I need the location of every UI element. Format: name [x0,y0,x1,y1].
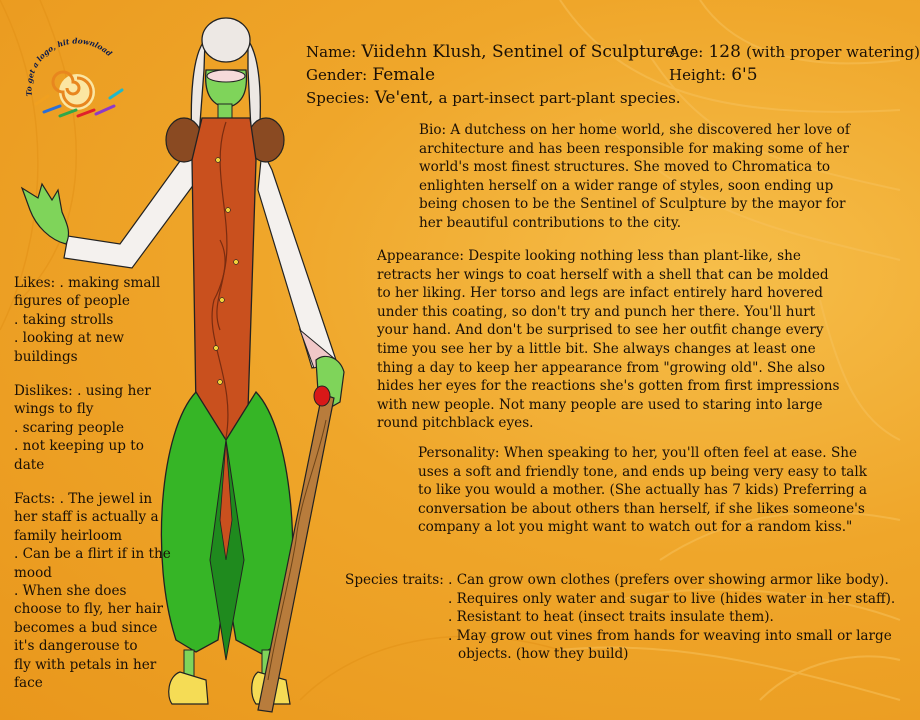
species-traits-section [345,571,895,664]
appearance-line: time you see her by a little bit. She always changes at least one [377,340,816,357]
likes-line: Likes: . making small [14,275,161,291]
character-left-shoe [169,672,208,704]
dislikes-line: . scaring people [14,419,124,436]
height-value: 6'5 [731,65,758,85]
appearance-line: under this coating, so don't try and punch her there. You'll hurt [377,303,816,320]
species-traits-line: objects. (how they build) [458,646,629,663]
species-traits-line: Species traits: . Can grow own clothes (prefers over showing armor like body). [345,572,889,588]
character-glasses [207,70,245,82]
age-label: Age: [669,43,704,61]
appearance-section [377,247,839,433]
appearance-line: Appearance: Despite looking nothing less than plant-like, she [377,248,801,264]
facts-line: . When she does [14,583,127,600]
species-field [306,87,681,109]
likes-line: buildings [14,348,78,365]
bio-section [419,121,850,233]
species-description: a part-insect part-plant species. [438,89,681,107]
character-torso [192,118,256,440]
facts-line: choose to fly, her hair [14,601,163,618]
appearance-line: retracts her wings to coat herself with a shell that can be molded [377,266,829,283]
appearance-line: with new people. Not many people are used to staring into large [377,396,823,413]
species-traits-line: . Requires only water and sugar to live (hides water in her staff). [448,590,896,607]
personality-line: uses a soft and friendly tone, and ends up being very easy to talk [418,463,867,480]
facts-line: becomes a bud since [14,619,158,636]
bio-line: enlighten herself on a wider range of styles, soon ending up [419,177,834,194]
facts-line: family heirloom [14,527,122,544]
appearance-line: your hand. And don't be surprised to see her outfit change every [377,322,824,339]
species-label: Species: [306,89,370,107]
likes-section [14,274,160,366]
likes-line: figures of people [14,293,130,310]
name-label: Name: [306,43,357,61]
personality-line: Personality: When speaking to her, you'll often feel at ease. She [418,445,858,461]
appearance-line: to her liking. Her torso and legs are infact entirely hard hovered [377,285,823,302]
gender-label: Gender: [306,66,368,84]
species-traits-line: . Resistant to heat (insect traits insulate them). [448,609,774,626]
dislikes-section [14,382,151,474]
appearance-line: thing a day to keep her appearance from "growing old". She also [377,359,826,376]
logo-arc-text: To get a logo, hit download [24,36,114,97]
facts-line: mood [14,564,52,581]
name-field [306,41,675,63]
bio-line: being chosen to be the Sentinel of Sculpture by the mayor for [419,196,846,213]
bio-line: architecture and has been responsible for making some of her [419,140,849,157]
bio-line: Bio: A dutchess on her home world, she discovered her love of [419,122,850,138]
dislikes-line: date [14,456,45,473]
facts-line: Facts: . The jewel in [14,491,153,507]
dislikes-line: Dislikes: . using her [14,383,151,399]
facts-line: her staff is actually a [14,509,159,526]
bio-line: world's most finest structures. She moved to Chromatica to [419,159,831,176]
facts-line: face [14,675,43,692]
dislikes-line: . not keeping up to [14,438,144,455]
dislikes-line: wings to fly [14,401,94,418]
height-field [669,64,758,86]
likes-line: . taking strolls [14,311,114,328]
age-note: (with proper watering) [746,43,920,61]
facts-line: . Can be a flirt if in the [14,546,171,563]
name-value: Viidehn Klush, Sentinel of Sculpture [361,42,676,62]
facts-line: fly with petals in her [14,656,157,673]
likes-line: . looking at new [14,330,125,347]
facts-line: it's dangerouse to [14,638,138,655]
character-right-sleeve [258,150,336,368]
bio-line: her beautiful contributions to the city. [419,214,682,231]
appearance-line: round pitchblack eyes. [377,415,534,432]
age-value: 128 [708,42,741,62]
personality-line: conversation be about others than herself, if she likes someone's [418,500,865,517]
gender-field [306,64,435,86]
staff-jewel-icon [314,386,330,406]
character-left-sleeve [64,150,200,268]
appearance-line: hides her eyes for the reactions she's gotten from first impressions [377,378,840,395]
character-left-hand [22,184,69,244]
personality-line: company a lot you might want to watch out for a random kiss." [418,519,853,536]
height-label: Height: [669,66,727,84]
facts-section [14,490,171,692]
age-field [669,41,920,63]
species-value: Ve'ent, [374,88,434,108]
personality-section [418,444,867,537]
gender-value: Female [372,65,436,85]
species-traits-line: . May grow out vines from hands for weaving into small or large [448,627,892,644]
personality-line: to like you would a mother. (She actually has 7 kids) Preferring a [418,482,868,499]
